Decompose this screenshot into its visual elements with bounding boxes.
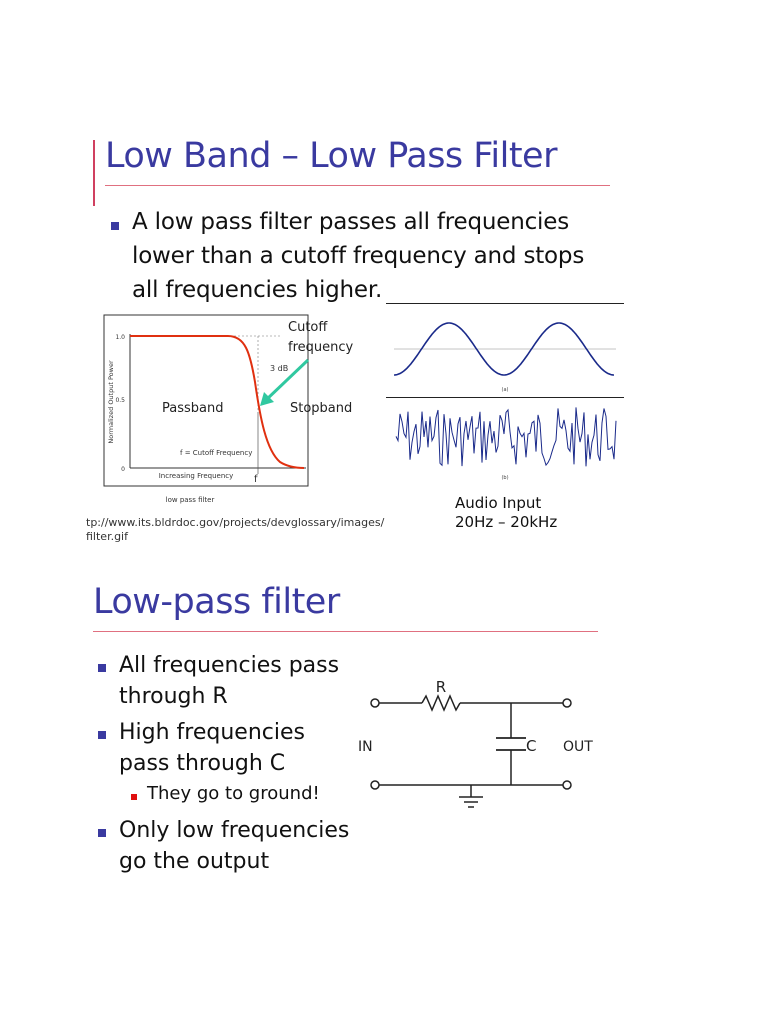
slide2-bullet-2 <box>119 717 305 779</box>
lowpass-response-figure <box>100 312 365 512</box>
slide2-bullet-2-line-1: High frequencies <box>119 720 305 745</box>
figure-caption: low pass filter <box>165 496 215 504</box>
slide2-bullet-marker-3 <box>98 829 106 837</box>
slide2-title-rule <box>93 631 598 632</box>
sine-wave-panel <box>386 303 624 395</box>
slide2-bullet-3 <box>119 815 349 877</box>
slide2-title: Low-pass filter <box>93 582 340 622</box>
slide2-sub-bullet: They go to ground! <box>147 783 320 804</box>
slide1-bullet-line-3: all frequencies higher. <box>132 277 383 303</box>
capacitor-label: C <box>526 737 537 755</box>
figure-stopband-label: Stopband <box>290 401 353 416</box>
audio-caption-line-1: Audio Input <box>455 494 542 512</box>
slide2-bullet-3-line-1: Only low frequencies <box>119 818 350 843</box>
out-label: OUT <box>563 739 593 755</box>
in-terminal-top <box>371 699 379 707</box>
resistor-symbol <box>422 696 460 710</box>
figure-passband-label: Passband <box>162 401 224 416</box>
slide1-source-line-2: filter.gif <box>86 530 128 543</box>
slide2-bullet-1 <box>119 650 339 712</box>
slide2-bullet-1-line-2: through R <box>119 684 228 709</box>
out-terminal-bottom <box>563 781 571 789</box>
audio-input-caption <box>455 494 557 532</box>
figure-ytick-mid: 0.5 <box>115 397 125 404</box>
slide2-sub-bullet-marker <box>131 794 137 800</box>
slide1-source-line-1: tp://www.its.bldrdoc.gov/projects/devglossary/images/ <box>86 516 385 529</box>
slide2-bullet-marker-1 <box>98 664 106 672</box>
resistor-label: R <box>435 678 447 696</box>
slide2-bullet-marker-2 <box>98 731 106 739</box>
figure-legend: f = Cutoff Frequency <box>180 449 253 457</box>
slide1-title: Low Band – Low Pass Filter <box>105 136 557 176</box>
figure-xlabel: Increasing Frequency <box>158 472 234 480</box>
out-terminal-top <box>563 699 571 707</box>
figure-3db-label: 3 dB <box>270 364 289 373</box>
rc-circuit-diagram <box>350 670 610 815</box>
figure-ytick-zero: 0 <box>121 466 125 473</box>
figure-ylabel: Normalized Output Power <box>107 360 115 444</box>
slide1-bullet-marker <box>111 222 119 230</box>
slide1-left-bar <box>93 140 95 206</box>
slide2-bullet-1-line-1: All frequencies pass <box>119 653 340 678</box>
noise-wave-panel <box>386 397 624 482</box>
noise-panel-label: (b) <box>501 475 509 481</box>
noise-wave-trace <box>396 407 616 466</box>
figure-cutoff-label-1: Cutoff <box>288 320 328 335</box>
figure-ytick-top: 1.0 <box>115 334 125 341</box>
slide1-bullet-text <box>132 205 584 307</box>
audio-caption-line-2: 20Hz – 20kHz <box>455 513 558 531</box>
slide1-bullet-line-2: lower than a cutoff frequency and stops <box>132 243 585 269</box>
in-terminal-bottom <box>371 781 379 789</box>
figure-f-label: f <box>254 474 258 485</box>
slide1-title-rule <box>105 185 610 186</box>
slide1-bullet-line-1: A low pass filter passes all frequencies <box>132 209 569 235</box>
slide2-bullet-3-line-2: go the output <box>119 849 270 874</box>
figure-cutoff-label-2: frequency <box>288 340 354 355</box>
slide2-bullet-2-line-2: pass through C <box>119 751 286 776</box>
sine-panel-label: (a) <box>501 387 509 393</box>
in-label: IN <box>358 739 373 755</box>
